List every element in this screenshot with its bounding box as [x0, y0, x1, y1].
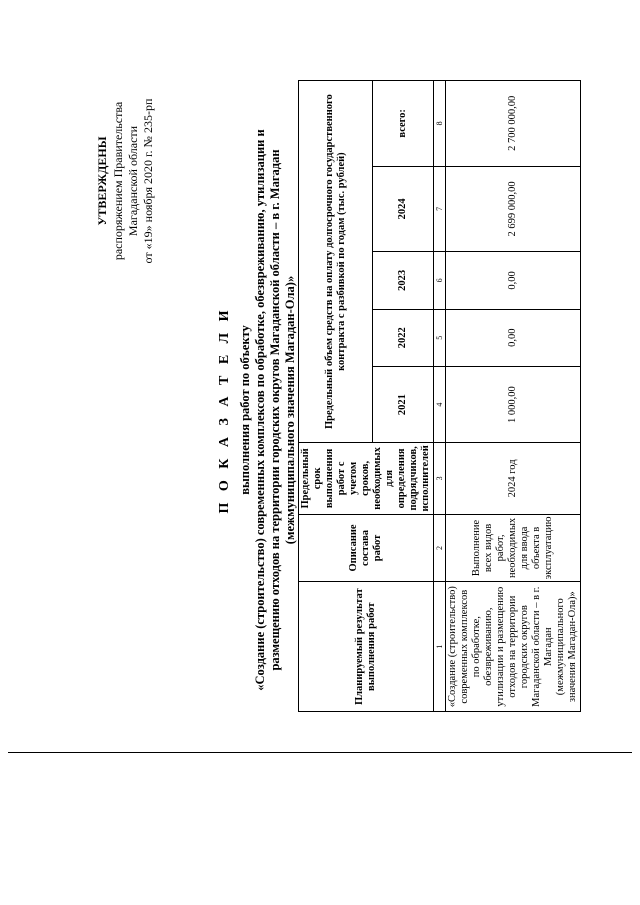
cell-2024: 2 699 000,00 [446, 166, 581, 252]
header-description: Описание состава работ [299, 514, 434, 582]
indicators-table [298, 80, 581, 712]
document-heading [217, 110, 298, 710]
heading-line-1: выполнения работ по объекту [238, 325, 252, 495]
approval-line-1: распоряжением Правительства [111, 101, 125, 261]
header-deadline: Предельный срок выполнения работ с учетом сроков, необходимых для определения подрядчиков, исполнителей [299, 443, 434, 514]
cell-result: «Создание (строительство) современных комплексов по обработке, обезвреживанию, утилизации и размещению отходов на территории городских округов Магаданской области – в г. Магадан (межмуниципального значения Магадан-Ола)» [446, 582, 581, 712]
header-year-2021: 2021 [373, 366, 434, 442]
column-number: 5 [434, 309, 446, 366]
cell-total: 2 700 000,00 [446, 81, 581, 167]
column-number: 8 [434, 81, 446, 167]
column-number: 7 [434, 166, 446, 252]
header-year-2022: 2022 [373, 309, 434, 366]
cell-2023: 0,00 [446, 252, 581, 309]
table-row [446, 81, 581, 712]
header-volume: Предельный объем средств на оплату долгосрочного государственного контракта с разбивкой по годам (тыс. рублей) [299, 81, 373, 443]
column-number-row [434, 81, 446, 712]
column-number: 3 [434, 443, 446, 514]
page-divider-line [8, 752, 632, 753]
heading-line-4: (межмуниципального значения Магадан-Ола)» [283, 275, 297, 545]
approval-title: УТВЕРЖДЕНЫ [95, 136, 109, 226]
heading-line-3: размещению отходов на территории городских округов Магаданской области – в г. Магадан [268, 149, 282, 671]
approval-line-3: от «19» ноября 2020 г. № 235-рп [141, 98, 155, 264]
header-year-2023: 2023 [373, 252, 434, 309]
cell-description: Выполнение всех видов работ, необходимых для ввода объекта в эксплуатацию [446, 514, 581, 582]
document-title: П О К А З А Т Е Л И [217, 306, 232, 514]
cell-2021: 1 000,00 [446, 366, 581, 442]
approval-line-2: Магаданской области [126, 125, 140, 237]
column-number: 4 [434, 366, 446, 442]
rotated-document [95, 40, 578, 720]
cell-deadline: 2024 год [446, 443, 581, 514]
header-result: Планируемый результат выполнения работ [299, 582, 434, 712]
column-number: 1 [434, 582, 446, 712]
header-year-2024: 2024 [373, 166, 434, 252]
header-total: всего: [373, 81, 434, 167]
column-number: 6 [434, 252, 446, 309]
approval-block [95, 46, 156, 316]
heading-line-2: «Создание (строительство) современных комплексов по обработке, обезвреживанию, утилизации и [253, 129, 267, 691]
cell-2022: 0,00 [446, 309, 581, 366]
column-number: 2 [434, 514, 446, 582]
